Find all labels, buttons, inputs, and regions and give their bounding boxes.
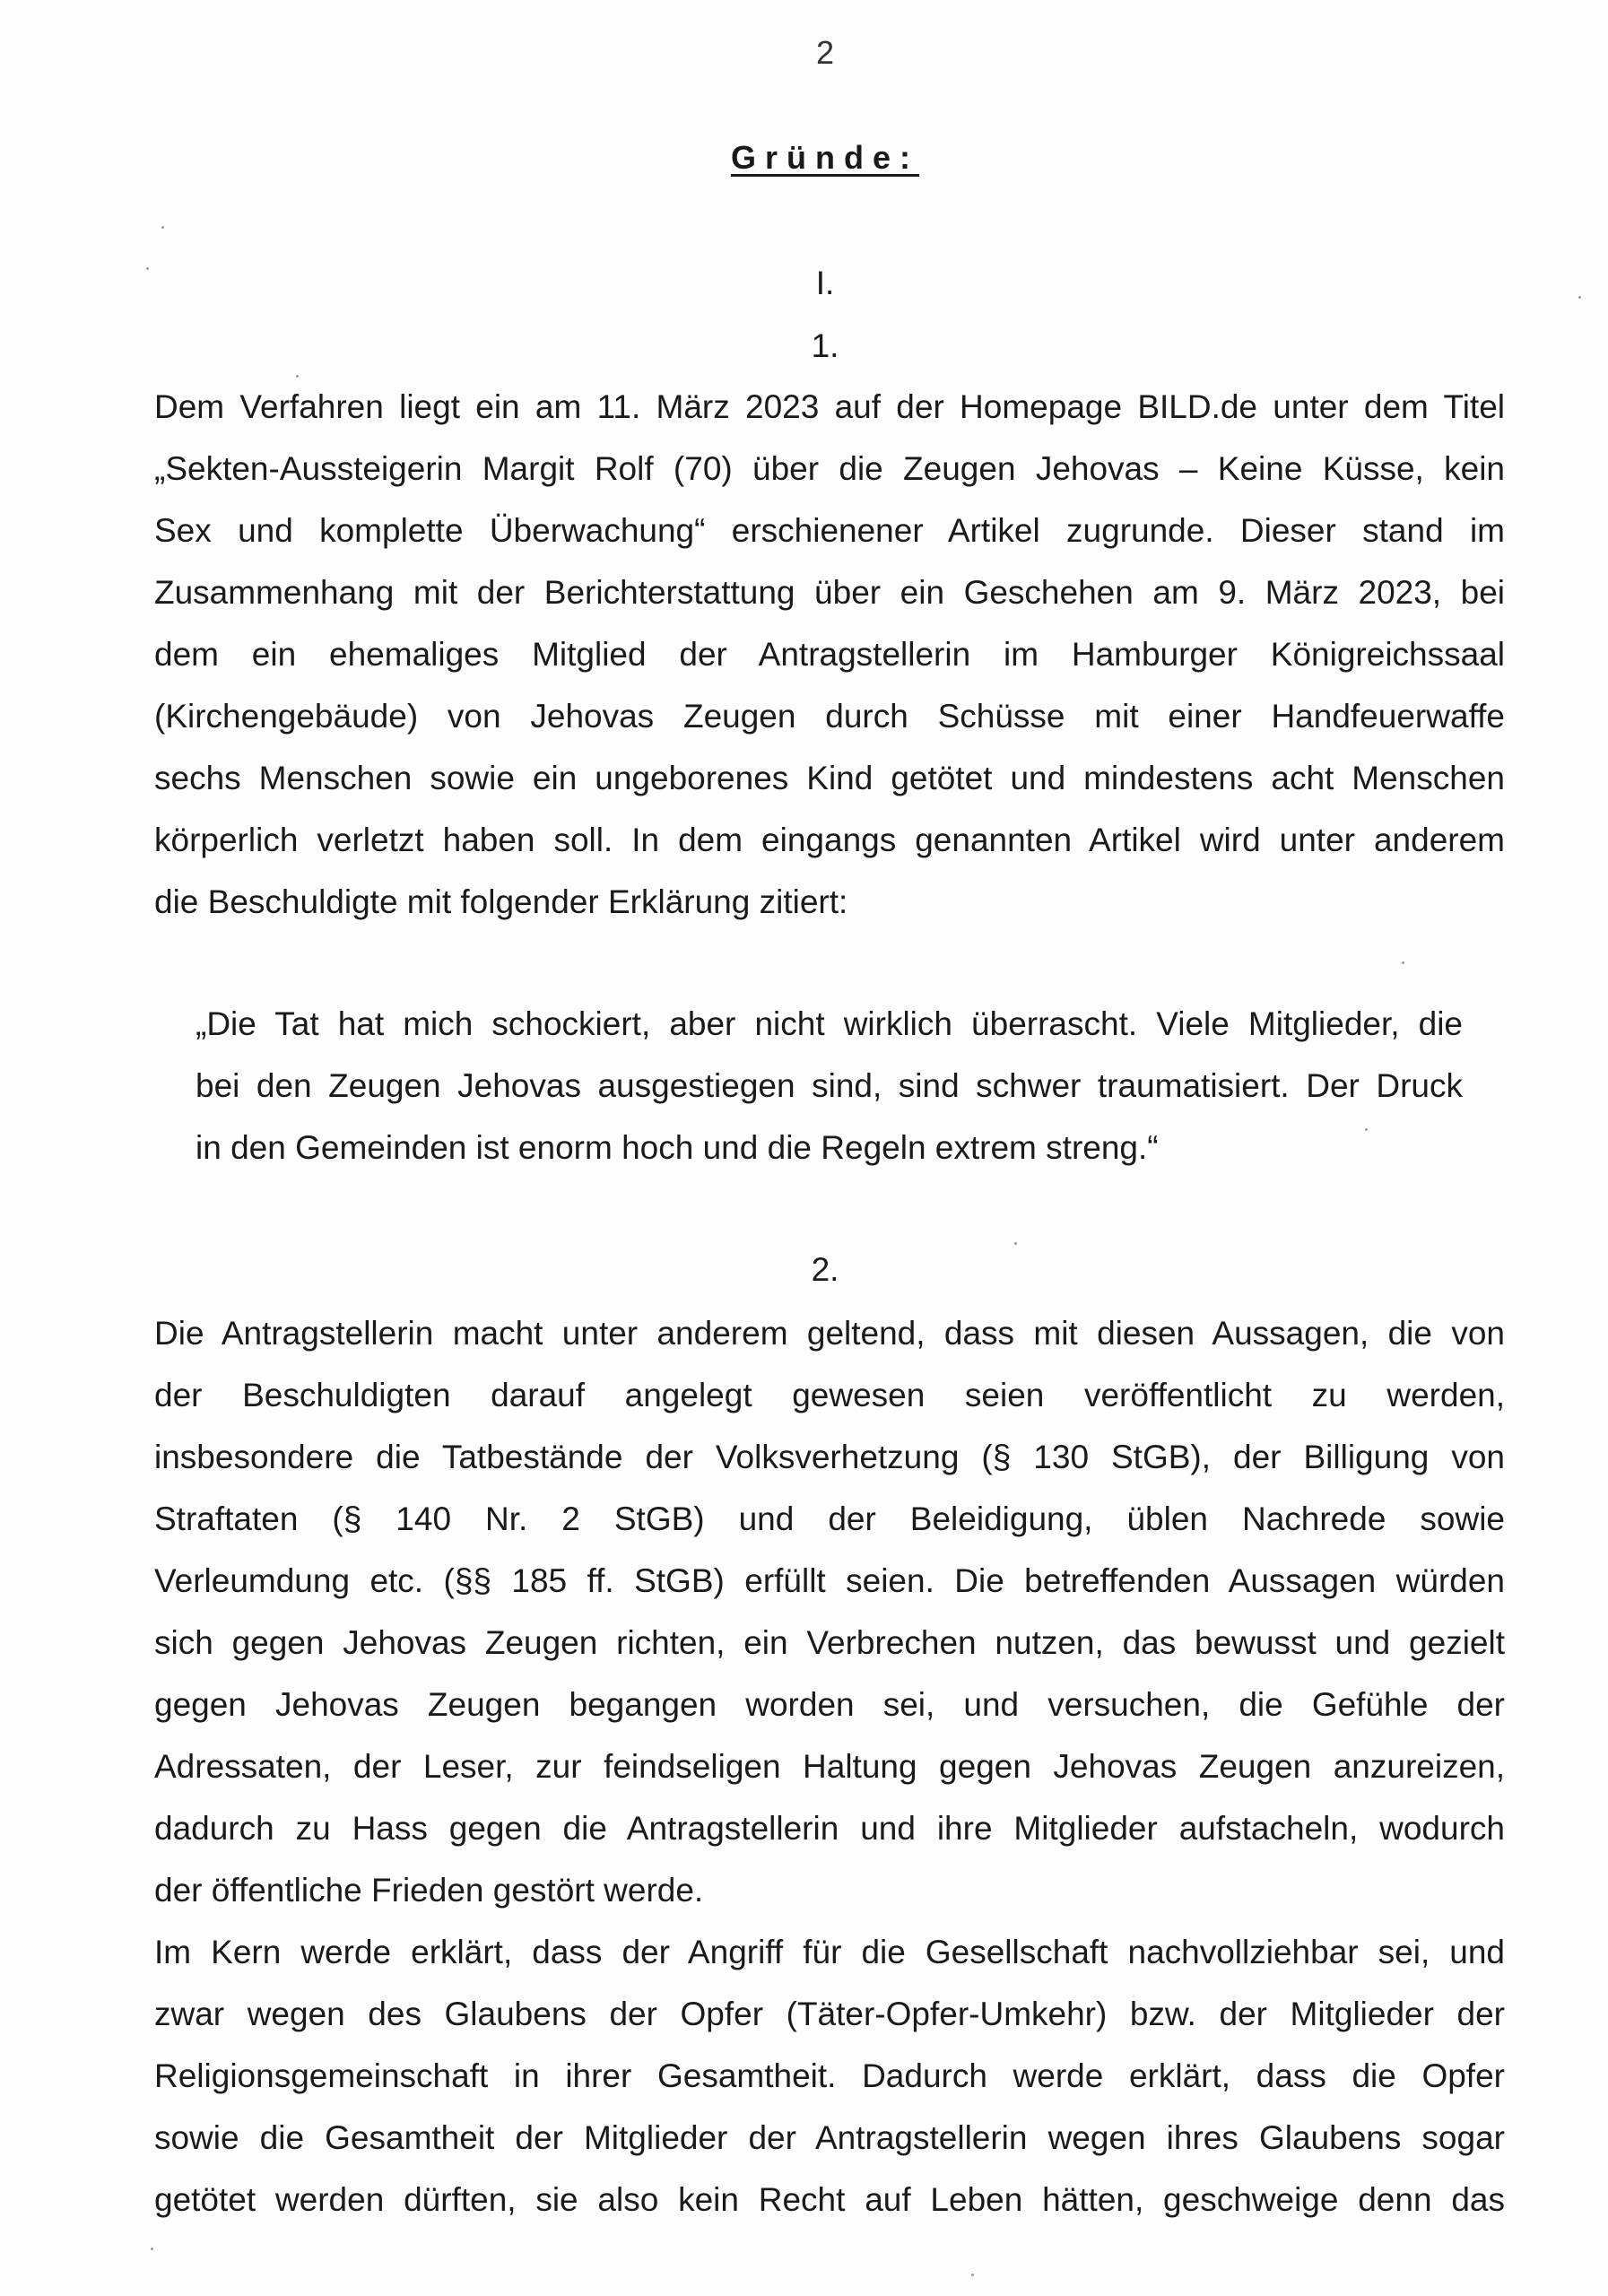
quote-line: in den Gemeinden ist enorm hoch und die Regeln extrem streng.“ — [196, 1129, 1159, 1166]
scan-speck — [1365, 1128, 1368, 1131]
scan-speck — [296, 375, 299, 378]
text-line: Zusammenhang mit der Berichterstattung über ein Geschehen am 9. März 2023, bei — [154, 574, 1505, 611]
scan-speck — [971, 2274, 974, 2276]
text-line: Adressaten, der Leser, zur feindseligen Haltung gegen Jehovas Zeugen anzureizen, — [154, 1748, 1505, 1785]
quote-line: bei den Zeugen Jehovas ausgestiegen sind, sind schwer traumatisiert. Der Druck — [196, 1067, 1463, 1104]
text-line: sich gegen Jehovas Zeugen richten, ein Verbrechen nutzen, das bewusst und gezielt — [154, 1624, 1505, 1661]
text-line: insbesondere die Tatbestände der Volksverhetzung (§ 130 StGB), der Billigung von — [154, 1439, 1505, 1475]
text-line: die Beschuldigte mit folgender Erklärung zitiert: — [154, 883, 848, 920]
text-line: „Sekten-Aussteigerin Margit Rolf (70) über die Zeugen Jehovas – Keine Küsse, kein — [154, 450, 1505, 487]
section-2-paragraph-continued — [154, 1921, 1505, 2231]
section-heading: Gründe: — [731, 139, 919, 176]
text-line: körperlich verletzt haben soll. In dem eingangs genannten Artikel wird unter anderem — [154, 822, 1505, 858]
scan-speck — [1014, 1242, 1017, 1245]
text-line: Religionsgemeinschaft in ihrer Gesamtheit. Dadurch werde erklärt, dass die Opfer — [154, 2057, 1505, 2094]
section-2-number: 2. — [811, 1251, 839, 1288]
text-line: gegen Jehovas Zeugen begangen worden sei, und versuchen, die Gefühle der — [154, 1686, 1505, 1723]
text-line: sechs Menschen sowie ein ungeborenes Kind getötet und mindestens acht Menschen — [154, 760, 1505, 796]
text-line: Im Kern werde erklärt, dass der Angriff für die Gesellschaft nachvollziehbar sei, und — [154, 1934, 1505, 1970]
text-line: sowie die Gesamtheit der Mitglieder der Antragstellerin wegen ihres Glaubens sogar — [154, 2119, 1505, 2156]
page-number: 2 — [815, 34, 835, 71]
text-line: getötet werden dürften, sie also kein Recht auf Leben hätten, geschweige denn das — [154, 2181, 1505, 2218]
text-line: Verleumdung etc. (§§ 185 ff. StGB) erfüllt seien. Die betreffenden Aussagen würden — [154, 1562, 1505, 1599]
section-2-paragraph — [154, 1302, 1505, 1921]
section-1-paragraph — [154, 376, 1505, 933]
scan-speck — [1578, 296, 1581, 299]
section-roman-numeral: I. — [815, 265, 835, 301]
text-line: der öffentliche Frieden gestört werde. — [154, 1872, 704, 1909]
scan-speck — [146, 267, 149, 270]
text-line: Dem Verfahren liegt ein am 11. März 2023 auf der Homepage BILD.de unter dem Titel — [154, 388, 1505, 425]
text-line: zwar wegen des Glaubens der Opfer (Täter-Opfer-Umkehr) bzw. der Mitglieder der — [154, 1996, 1505, 2032]
scan-speck — [151, 2248, 153, 2250]
text-line: Straftaten (§ 140 Nr. 2 StGB) und der Beleidigung, üblen Nachrede sowie — [154, 1500, 1505, 1537]
text-line: (Kirchengebäude) von Jehovas Zeugen durch Schüsse mit einer Handfeuerwaffe — [154, 698, 1505, 735]
section-1-number: 1. — [811, 327, 839, 364]
text-line: der Beschuldigten darauf angelegt gewesen seien veröffentlicht zu werden, — [154, 1377, 1505, 1413]
block-quote — [196, 993, 1463, 1178]
quote-line: „Die Tat hat mich schockiert, aber nicht wirklich überrascht. Viele Mitglieder, die — [196, 1005, 1463, 1042]
scan-speck — [161, 226, 164, 229]
text-line: Die Antragstellerin macht unter anderem geltend, dass mit diesen Aussagen, die von — [154, 1315, 1505, 1352]
text-line: Sex und komplette Überwachung“ erschienener Artikel zugrunde. Dieser stand im — [154, 512, 1505, 549]
scan-speck — [1402, 961, 1404, 964]
text-line: dadurch zu Hass gegen die Antragstellerin und ihre Mitglieder aufstacheln, wodurch — [154, 1810, 1505, 1847]
text-line: dem ein ehemaliges Mitglied der Antragstellerin im Hamburger Königreichssaal — [154, 636, 1505, 673]
